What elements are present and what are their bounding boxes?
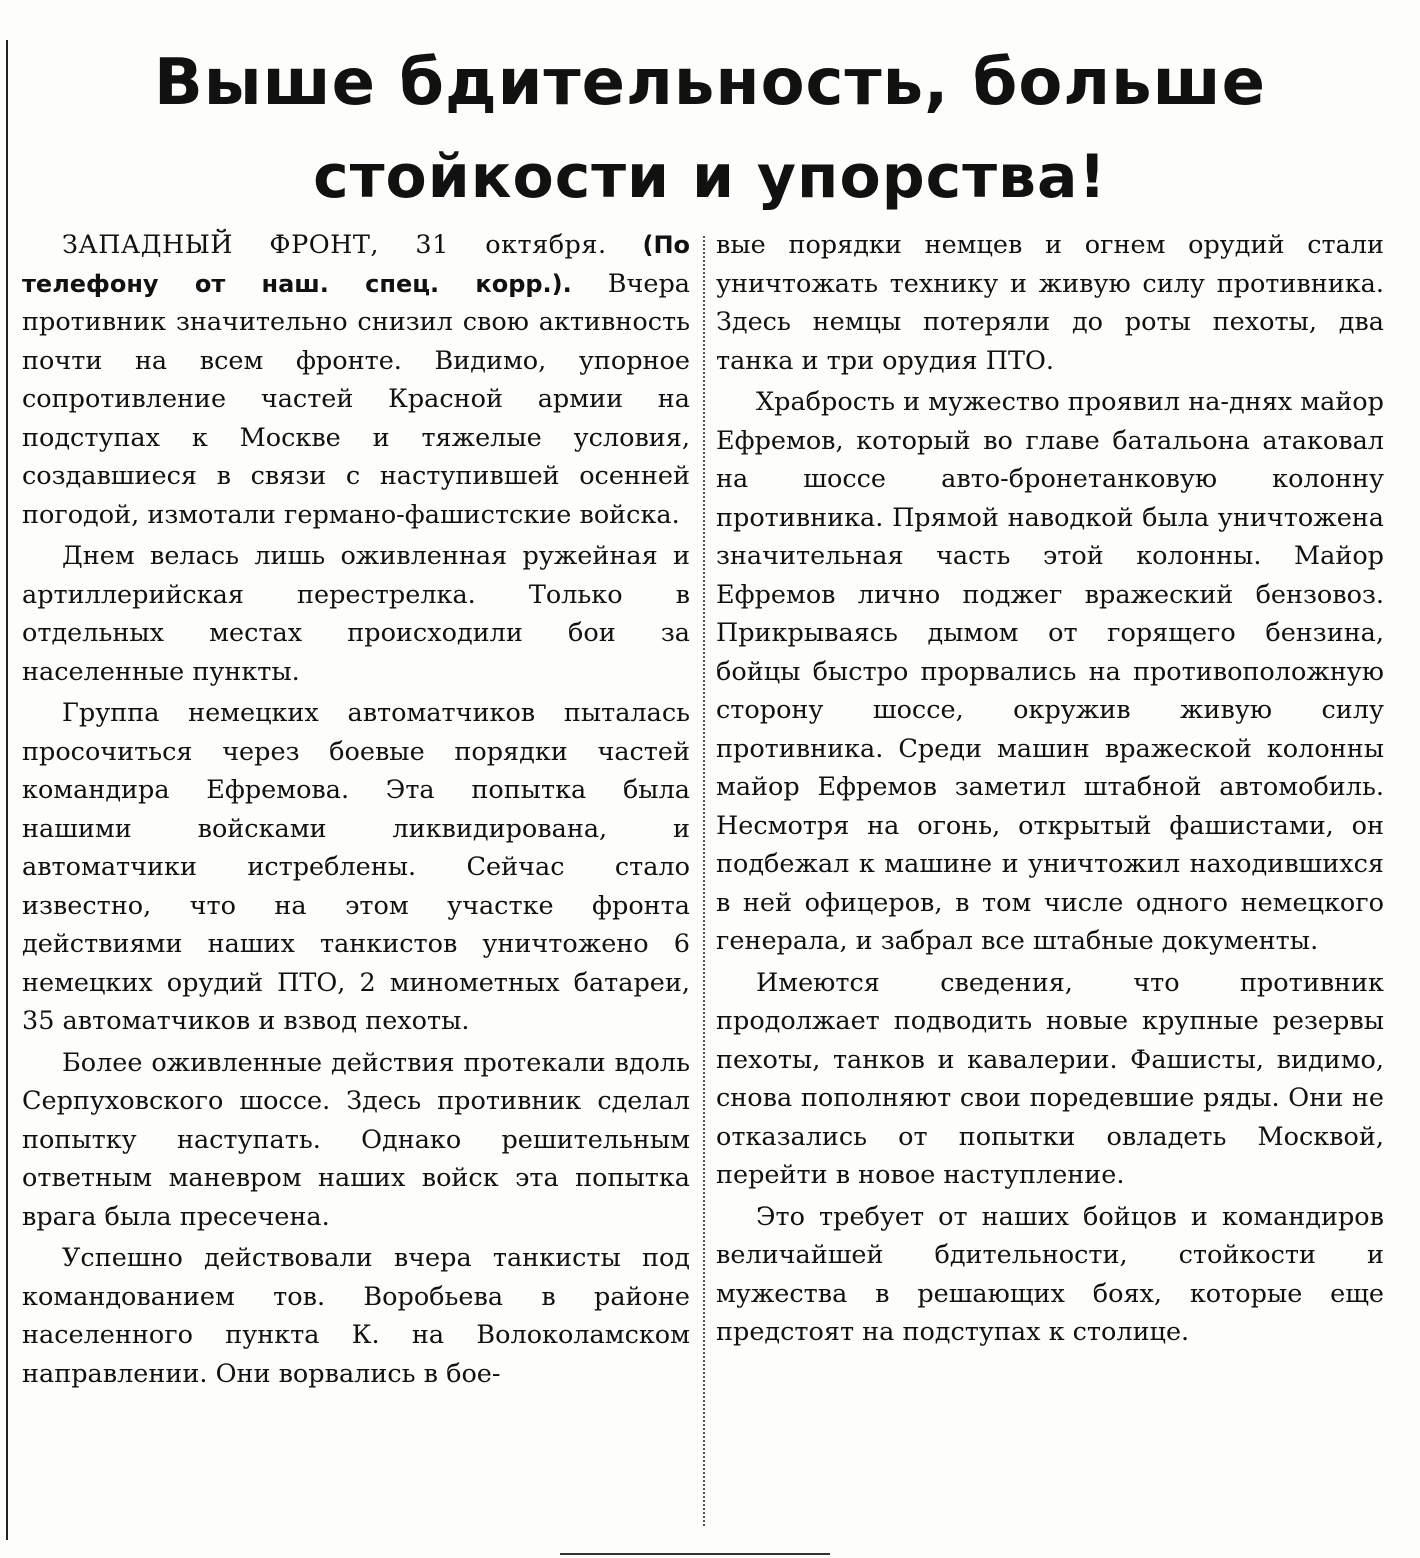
headline-line-2: стойкости и упорства! [313, 142, 1107, 212]
paragraph-serpukhov-highway: Более оживленные действия протекали вдоль Серпуховского шоссе. Здесь противник сделал попытку наступать. Однако решительным ответным маневром наших войск эта попытка врага была пресечена. [22, 1047, 690, 1232]
column-divider [703, 236, 706, 1526]
lead-paragraph [22, 226, 690, 534]
headline-line-1: Выше бдительность, больше [153, 46, 1267, 120]
paragraph-closing: Это требует от наших бойцов и командиров величайшей бдительности, стойкости и мужества в решающих боях, которые еще предстоят на подступах к столице. [716, 1201, 1384, 1347]
paragraph-submachine-gunners: Группа немецких автоматчиков пыталась просочиться через боевые порядки частей командира Ефремова. Эта попытка была нашими войсками ликвидирована, и автоматчики истреблены. Сейчас стало известно, что на этом участке фронта действиями наших танкистов уничтожено 6 немецких орудий ПТО, 2 минометных батареи, 35 автоматчиков и взвод пехоты. [22, 698, 690, 1036]
paragraph-tankers-continued: вые порядки немцев и огнем орудий стали уничтожать технику и живую силу противника. Здесь немцы потеряли до роты пехоты, два танка и три орудия ПТО. [716, 230, 1384, 376]
article-column-left [22, 226, 690, 1393]
article-headline [40, 36, 1380, 224]
correspondent-credit: (По телефону от наш. спец. корр.). [22, 231, 691, 298]
paragraph-tankers-start: Успешно действовали вчера танкисты под командованием тов. Воробьева в районе населенного пункта К. на Волоколамском направлении. Они ворвались в бое- [22, 1243, 690, 1389]
paragraph-major-efremov: Храбрость и мужество проявил на-днях майор Ефремов, который во главе батальона атаковал на шоссе авто-бронетанковую колонну противника. Прямой наводкой была уничтожена значительная часть этой колонны. Майор Ефремов лично поджег вражеский бензовоз. Прикрываясь дымом от горящего бензина, бойцы быстро прорвались на противоположную сторону шоссе, окружив живую силу противника. Среди машин вражеской колонны майор Ефремов заметил штабной автомобиль. Несмотря на огонь, открытый фашистами, он подбежал к машине и уничтожил находившихся в ней офицеров, в том числе одного немецкого генерала, и забрал все штабные документы. [716, 387, 1384, 956]
page-edge-rule [6, 40, 8, 1540]
lead-text: Вчера противник значительно снизил свою активность почти на всем фронте. Видимо, упорное сопротивление частей Красной армии на подступах к Москве и тяжелые условия, создавшиеся в связи с наступившей осенней погодой, измотали германо-фашистские войска. [22, 268, 691, 530]
end-of-article-rule [560, 1553, 830, 1555]
paragraph-enemy-reserves: Имеются сведения, что противник продолжает подводить новые крупные резервы пехоты, танков и кавалерии. Фашисты, видимо, снова пополняют свои поредевшие ряды. Они не отказались от попытки овладеть Москвой, перейти в новое наступление. [716, 967, 1384, 1190]
dateline: ЗАПАДНЫЙ ФРОНТ, 31 октября. [62, 230, 607, 260]
article-column-right [716, 226, 1384, 1352]
paragraph-skirmish: Днем велась лишь оживленная ружейная и артиллерийская перестрелка. Только в отдельных местах происходили бои за населенные пункты. [22, 541, 690, 687]
